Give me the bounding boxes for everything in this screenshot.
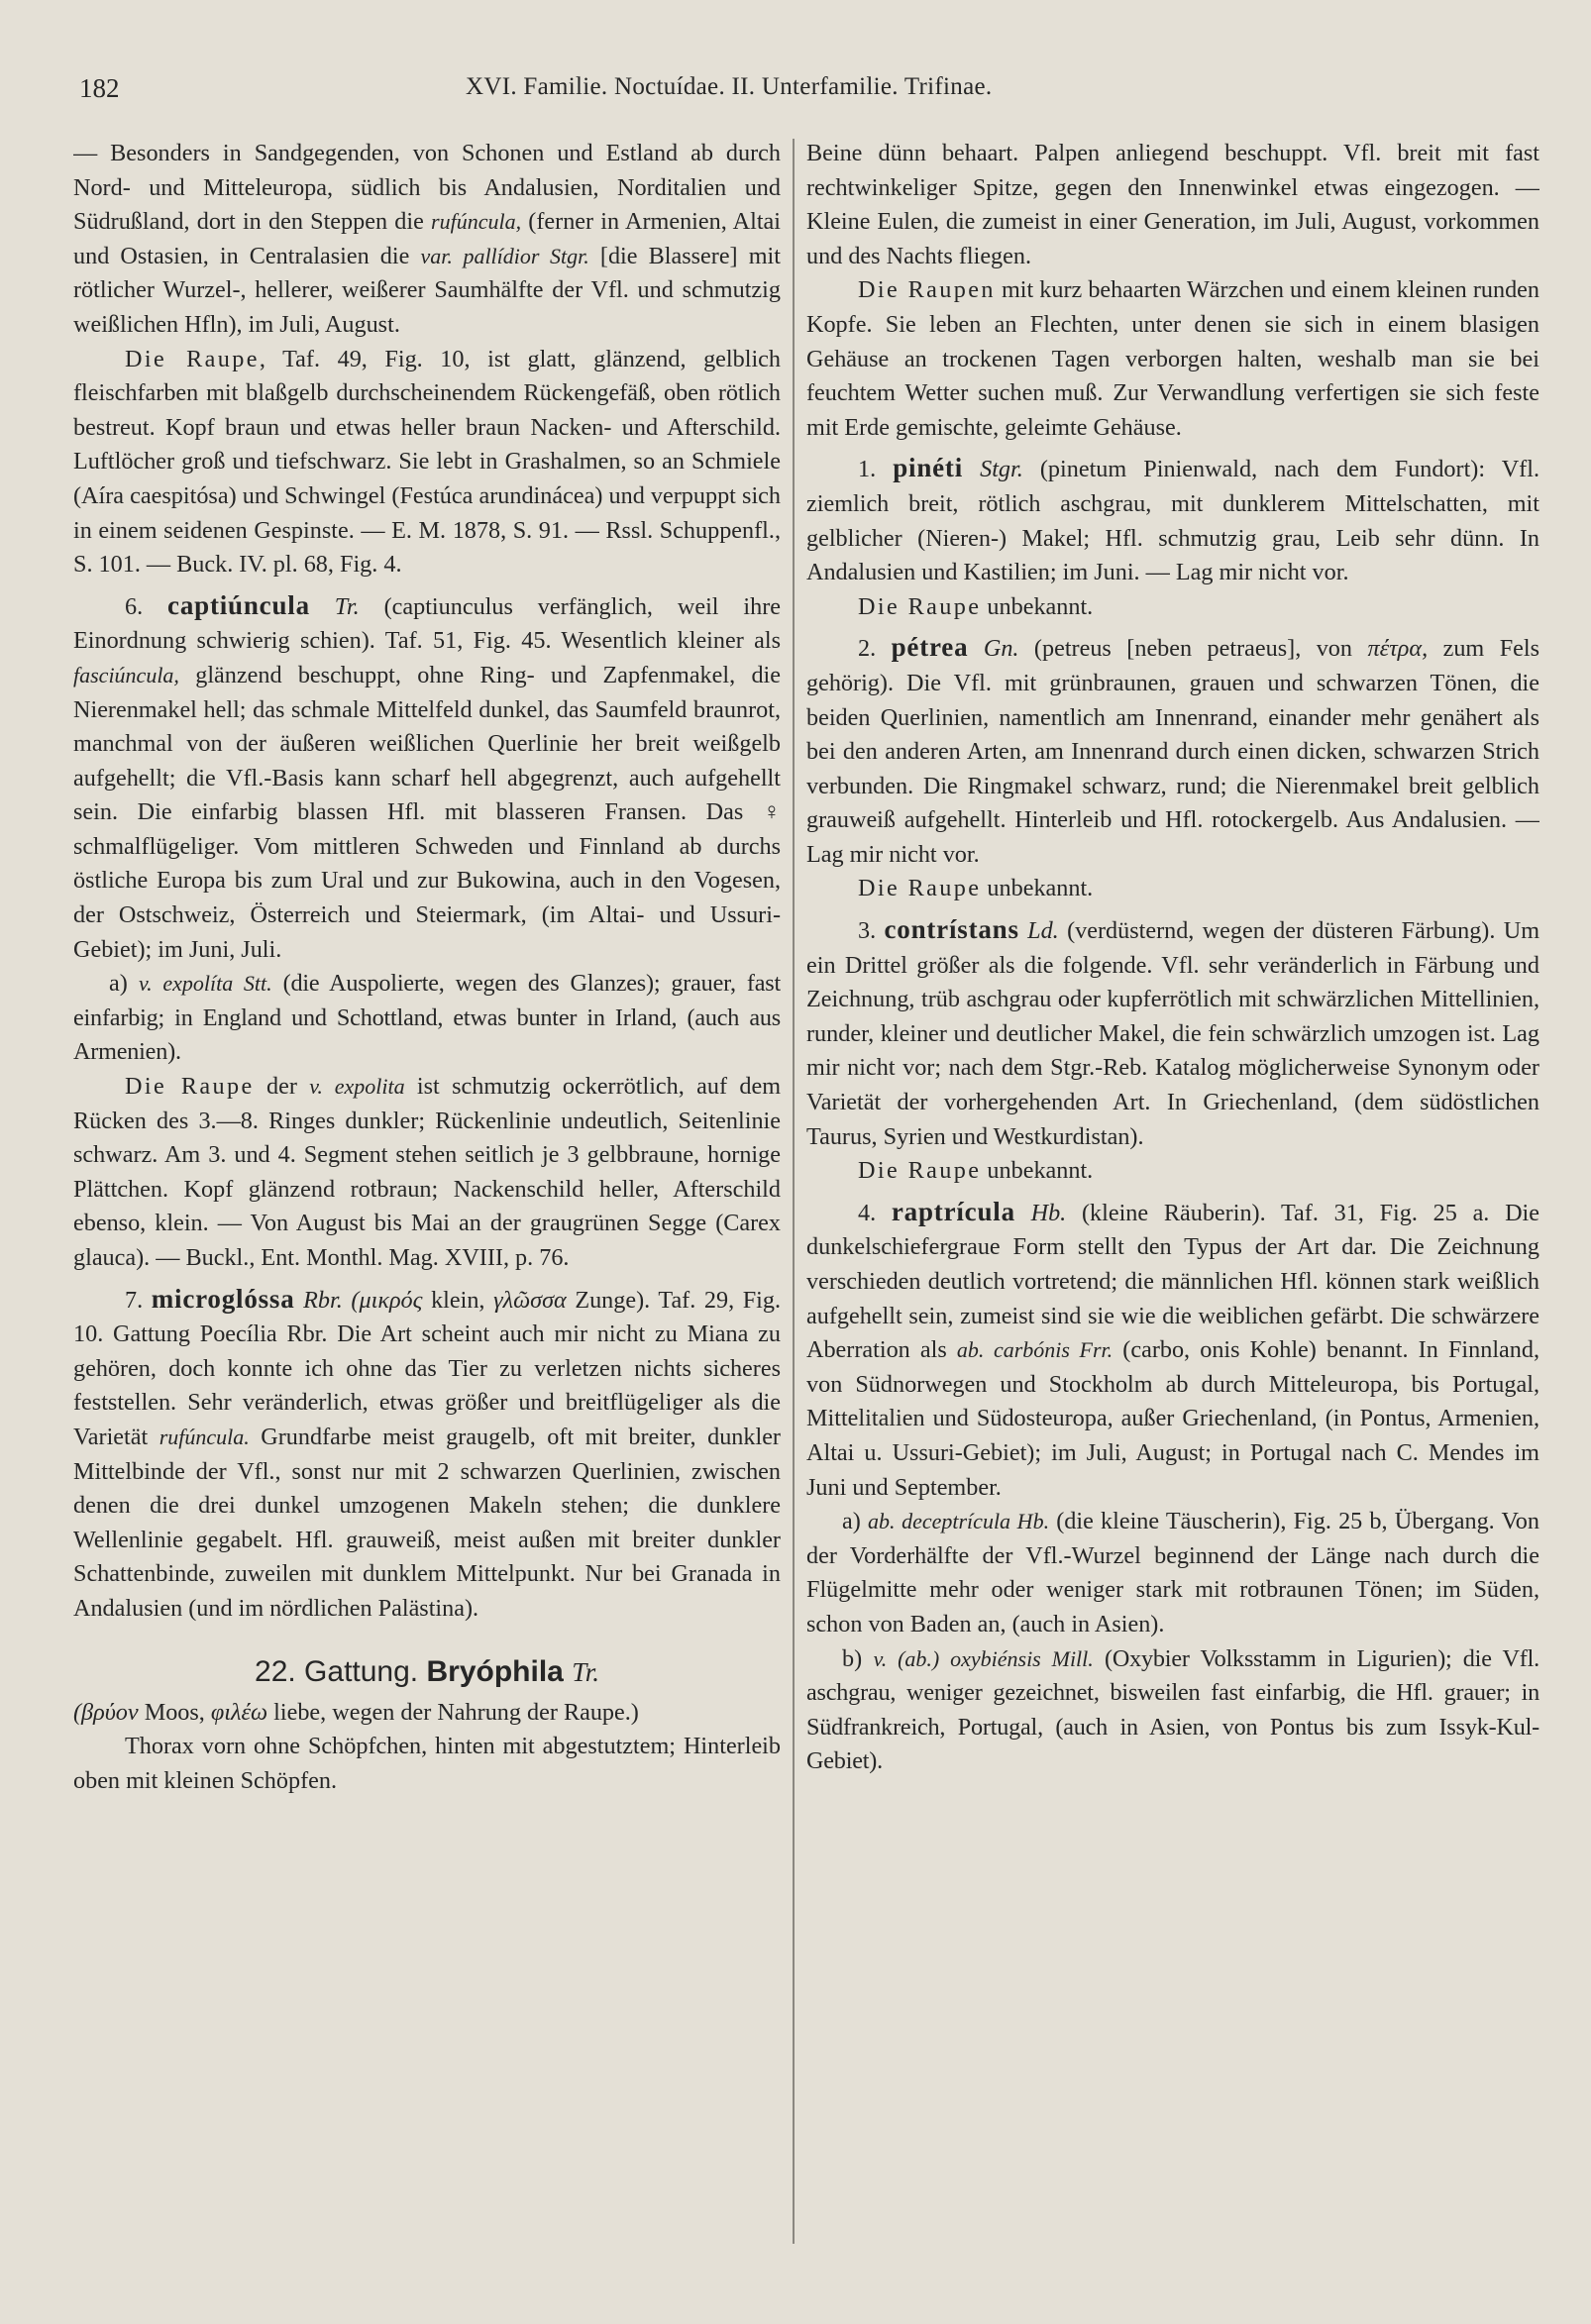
species-entry-3	[806, 912, 1539, 1154]
text: klein,	[422, 1286, 494, 1314]
text: , Taf. 49, Fig. 10, ist glatt, glänzend, gelblich fleischfarben mit blaßgelb durchscheinendem Rückengefäß, oben rötlich bestreut. Kopf braun und etwas heller braun Nacken- und Afterschild. Luftlöcher groß und tiefschwarz. Sie lebt in Grashalmen, so an Schmiele (Aíra caespitósa) und Schwingel (Festúca arundinácea) und verpuppt sich in einem seidenen Gespinste. — E. M. 1878, S. 91. — Rssl. Schuppenfl., S. 101. — Buck. IV. pl. 68, Fig. 4.	[73, 345, 781, 579]
right-column	[806, 137, 1539, 2284]
paragraph-larva	[73, 343, 781, 582]
column-divider	[793, 139, 795, 2244]
species-name: captiúncula	[167, 589, 310, 620]
author: Tr.	[572, 1656, 599, 1687]
text: (Oxybier Volksstamm in Ligurien); die Vfl. aschgrau, weniger gezeichnet, bisweilen fast einfarbig, die Hfl. grauer; in Südfrankreich, Portugal, (auch in Asien, von Pontus bis zum Issyk-Kul-Gebiet).	[806, 1644, 1539, 1775]
spaced-heading: Die Raupen	[858, 276, 996, 304]
genus-number: 22. Gattung.	[255, 1654, 419, 1688]
genus-name: Bryóphila	[426, 1654, 564, 1688]
taxon-name: rufúncula.	[159, 1424, 250, 1449]
larva-unknown	[806, 590, 1539, 625]
paragraph-larva-expolita	[73, 1070, 781, 1276]
taxon-name: ab. deceptrícula Hb.	[867, 1509, 1050, 1534]
greek-word: φιλέω	[210, 1698, 268, 1726]
genus-heading	[73, 1652, 781, 1692]
text: (die Auspolierte, wegen des Glanzes); grauer, fast einfarbig; in England und Schottland, etwas bunter in Irland, (auch aus Armenien).	[73, 970, 781, 1066]
paragraph-distribution	[73, 137, 781, 343]
species-name: pétrea	[891, 632, 969, 663]
text: zum Fels gehörig). Die Vfl. mit grünbraunen, grauen und schwarzen Tönen, die beiden Querlinien, namentlich am Innenrand, einander mehr genähert als bei den anderen Arten, am Innenrand durch einen dicken, schwarzen Strich verbunden. Die Ringmakel schwarz, rund; die Nierenmakel breit gelblich grauweiß aufgehellt. Hinterleib und Hfl. rotockergelb. Aus Andalusien. — Lag mir nicht vor.	[806, 635, 1539, 868]
taxon-name: v. (ab.) oxybiénsis Mill.	[873, 1645, 1094, 1671]
entry-number: 1.	[858, 456, 877, 483]
list-label: b)	[842, 1644, 863, 1672]
species-name: microglóssa	[151, 1283, 295, 1314]
taxon-name: var. pallídior Stgr.	[420, 243, 589, 268]
text: (die kleine Täuscherin), Fig. 25 b, Übergang. Von der Vorderhälfte der Vfl.-Wurzel beginnend der Länge nach durch die Flügelmitte mehr oder weniger stark mit rotbraunen Tönen; im Süden, schon von Baden an, (auch in Asien).	[806, 1508, 1539, 1637]
genus-etymology	[73, 1696, 781, 1731]
larva-unknown	[806, 1154, 1539, 1189]
text: (captiunculus verfänglich, weil ihre Einordnung schwierig schien). Taf. 51, Fig. 45. Wesentlich kleiner als	[73, 592, 781, 655]
text: der	[254, 1073, 310, 1101]
species-entry-2	[806, 630, 1539, 872]
entry-number: 4.	[858, 1199, 877, 1226]
text: ist schmutzig ockerrötlich, auf dem Rücken des 3.—8. Ringes dunkler; Rückenlinie undeutlich, Seitenlinie schwarz. Am 3. und 4. Segment stehen seitlich je 3 gelbbraune, hornige Plättchen. Kopf glänzend rotbraun; Nackenschild heller, Afterschild ebenso, klein. — Von August bis Mai an der graugrünen Segge (Carex glauca). — Buckl., Ent. Monthl. Mag. XVIII, p. 76.	[73, 1073, 781, 1271]
running-title: XVI. Familie. Noctuídae. II. Unterfamilie. Trifinae.	[466, 73, 993, 100]
text: liebe, wegen der Nahrung der Raupe.)	[267, 1698, 639, 1726]
entry-number: 6.	[125, 592, 144, 620]
species-name: pinéti	[893, 453, 964, 483]
text: Moos,	[138, 1698, 211, 1726]
species-entry-7	[73, 1282, 781, 1627]
author: Ld.	[1027, 917, 1059, 945]
paragraph-larvae	[806, 273, 1539, 445]
text: — Besonders in Sandgegenden, von Schonen und Estland ab durch Nord- und Mitteleuropa, südlich bis Andalusien, Norditalien und Südrußland, dort in den Steppen die	[73, 140, 781, 236]
text: unbekannt.	[981, 1157, 1094, 1185]
author: Tr.	[334, 592, 360, 620]
author: Rbr.	[303, 1286, 343, 1314]
taxon-name: ab. carbónis Frr.	[956, 1337, 1114, 1363]
text: unbekannt.	[981, 875, 1094, 902]
variety-b	[806, 1642, 1539, 1779]
running-header	[79, 73, 1512, 113]
species-entry-6	[73, 588, 781, 968]
text: (pinetum Pinienwald, nach dem Fundort): Vfl. ziemlich breit, rötlich aschgrau, mit dunklerem Mittelschatten, mit gelblicher (Nieren-) Makel; Hfl. schmutzig grau, Leib sehr dünn. In Andalusien und Kastilien; im Juni. — Lag mir nicht vor.	[806, 456, 1539, 586]
text: [die Blassere] mit rötlicher Wurzel-, hellerer, weißerer Saumhälfte der Vfl. und schmutzig weißlichen Hfln), im Juli, August.	[73, 242, 781, 338]
genus-description-cont	[806, 137, 1539, 273]
greek-word: (μικρός	[351, 1286, 423, 1314]
text: Grundfarbe meist graugelb, oft mit breiter, dunkler Mittelbinde der Vfl., sonst nur mit 2 schwarzen Querlinien, zwischen denen die drei dunkel umzogenen Makeln stehen; die dunklere Wellenlinie gegabelt. Hfl. grauweiß, meist außen mit breiter dunkler Schattenbinde, zuweilen mit dunklem Mittelpunkt. Nur bei Granada in Andalusien (und im nördlichen Palästina).	[73, 1423, 781, 1622]
species-name: raptrícula	[891, 1196, 1015, 1226]
page-number: 182	[79, 73, 120, 103]
author: Stgr.	[980, 456, 1023, 483]
text: Thorax vorn ohne Schöpfchen, hinten mit abgestutztem; Hinterleib oben mit kleinen Schöpfen.	[73, 1733, 781, 1794]
aberration-a	[806, 1505, 1539, 1641]
spaced-heading: Die Raupe	[858, 875, 982, 902]
species-entry-1	[806, 451, 1539, 589]
text: (petreus [neben petraeus], von	[1018, 635, 1368, 663]
greek-word: γλῶσσα	[493, 1286, 567, 1314]
spaced-heading: Die Raupe	[125, 345, 260, 372]
taxon-name: fasciúncula,	[73, 662, 179, 687]
entry-number: 7.	[125, 1286, 144, 1314]
text: (carbo, onis Kohle) benannt. In Finnland, von Südnorwegen und Stockholm ab durch Mitteleuropa, bis Portugal, Mittelitalien und Südosteuropa, außer Griechenland, (in Pontus, Armenien, Altai u. Ussuri-Gebiet); im Juli, August; in Portugal nach C. Mendes im Juni und September.	[806, 1336, 1539, 1501]
taxon-name: v. expolíta Stt.	[139, 971, 272, 997]
species-name: contrístans	[884, 914, 1019, 945]
spaced-heading: Die Raupe	[858, 1157, 982, 1185]
list-label: a)	[842, 1508, 861, 1535]
variety-a	[73, 967, 781, 1070]
text: mit kurz behaarten Wärzchen und einem kleinen runden Kopfe. Sie leben an Flechten, unter denen sie sich in einem blasigen Gehäuse an trockenen Tagen verborgen halten, weshalb man sie bei feuchtem Wetter suchen muß. Zur Verwandlung verfertigen sie sich feste mit Erde gemischte, geleimte Gehäuse.	[806, 276, 1539, 441]
taxon-name: rufúncula,	[431, 209, 522, 235]
taxon-name: v. expolita	[309, 1074, 405, 1100]
entry-number: 2.	[858, 635, 877, 663]
left-column	[73, 137, 781, 2284]
spaced-heading: Die Raupe	[858, 592, 982, 620]
species-entry-4	[806, 1195, 1539, 1505]
text: (kleine Räuberin). Taf. 31, Fig. 25 a. Die dunkelschiefergraue Form stellt den Typus der Art dar. Die Zeichnung verschieden deutlich vortretend; die männlichen Hfl. können stark weißlich aufgehellt sein, zumeist sind sie wie die weiblichen gefärbt. Die schwärzere Aberration als	[806, 1199, 1539, 1364]
spaced-heading: Die Raupe	[125, 1073, 255, 1101]
greek-word: (βρύον	[73, 1698, 139, 1726]
text: Zunge). Taf. 29, Fig. 10. Gattung Poecília Rbr. Die Art scheint auch mir nicht zu Miana zu gehören, doch konnte ich ohne das Tier zu verletzen nichts sicheres feststellen. Sehr veränderlich, etwas größer und breitflügeliger als die Varietät	[73, 1286, 781, 1450]
text: unbekannt.	[981, 592, 1094, 620]
list-label: a)	[109, 970, 128, 998]
larva-unknown	[806, 872, 1539, 906]
author: Gn.	[983, 635, 1019, 663]
author: Hb.	[1030, 1199, 1067, 1226]
genus-description	[73, 1730, 781, 1798]
text: (verdüsternd, wegen der düsteren Färbung). Um ein Drittel größer als die folgende. Vfl. sehr veränderlich in Färbung und Zeichnung, trüb aschgrau oder kupferrötlich mit schwärzlichen Mittellinien, runder, kleiner und deutlicher Makel, die fein schwärzlich umzogen ist. Lag mir nicht vor; nach dem Stgr.-Reb. Katalog möglicherweise Synonym oder Varietät der vorhergehenden Art. In Griechenland, (dem südöstlichen Taurus, Syrien und Westkurdistan).	[806, 917, 1539, 1150]
text: glänzend beschuppt, ohne Ring- und Zapfenmakel, die Nierenmakel hell; das schmale Mittelfeld dunkel, das Saumfeld braunrot, manchmal von der äußeren weißlichen Querlinie her breit weißgelb aufgehellt; die Vfl.-Basis kann scharf hell abgegrenzt, auch aufgehellt sein. Die einfarbig blassen Hfl. mit blasseren Fransen. Das ♀ schmalflügeliger. Vom mittleren Schweden und Finnland ab durchs östliche Europa bis zum Ural und zur Bukowina, auch in den Vogesen, der Ostschweiz, Österreich und Steiermark, (im Altai- und Ussuri-Gebiet); im Juni, Juli.	[73, 661, 781, 963]
text: Beine dünn behaart. Palpen anliegend beschuppt. Vfl. breit mit fast rechtwinkeliger Spitze, gegen den Innenwinkel etwas eingezogen. — Kleine Eulen, die zumeist in einer Generation, im Juli, August, vorkommen und des Nachts fliegen.	[806, 140, 1539, 269]
entry-number: 3.	[858, 917, 877, 945]
text: (ferner in Armenien, Altai und Ostasien, in Centralasien die	[73, 208, 781, 269]
greek-word: πέτρα,	[1367, 635, 1429, 663]
